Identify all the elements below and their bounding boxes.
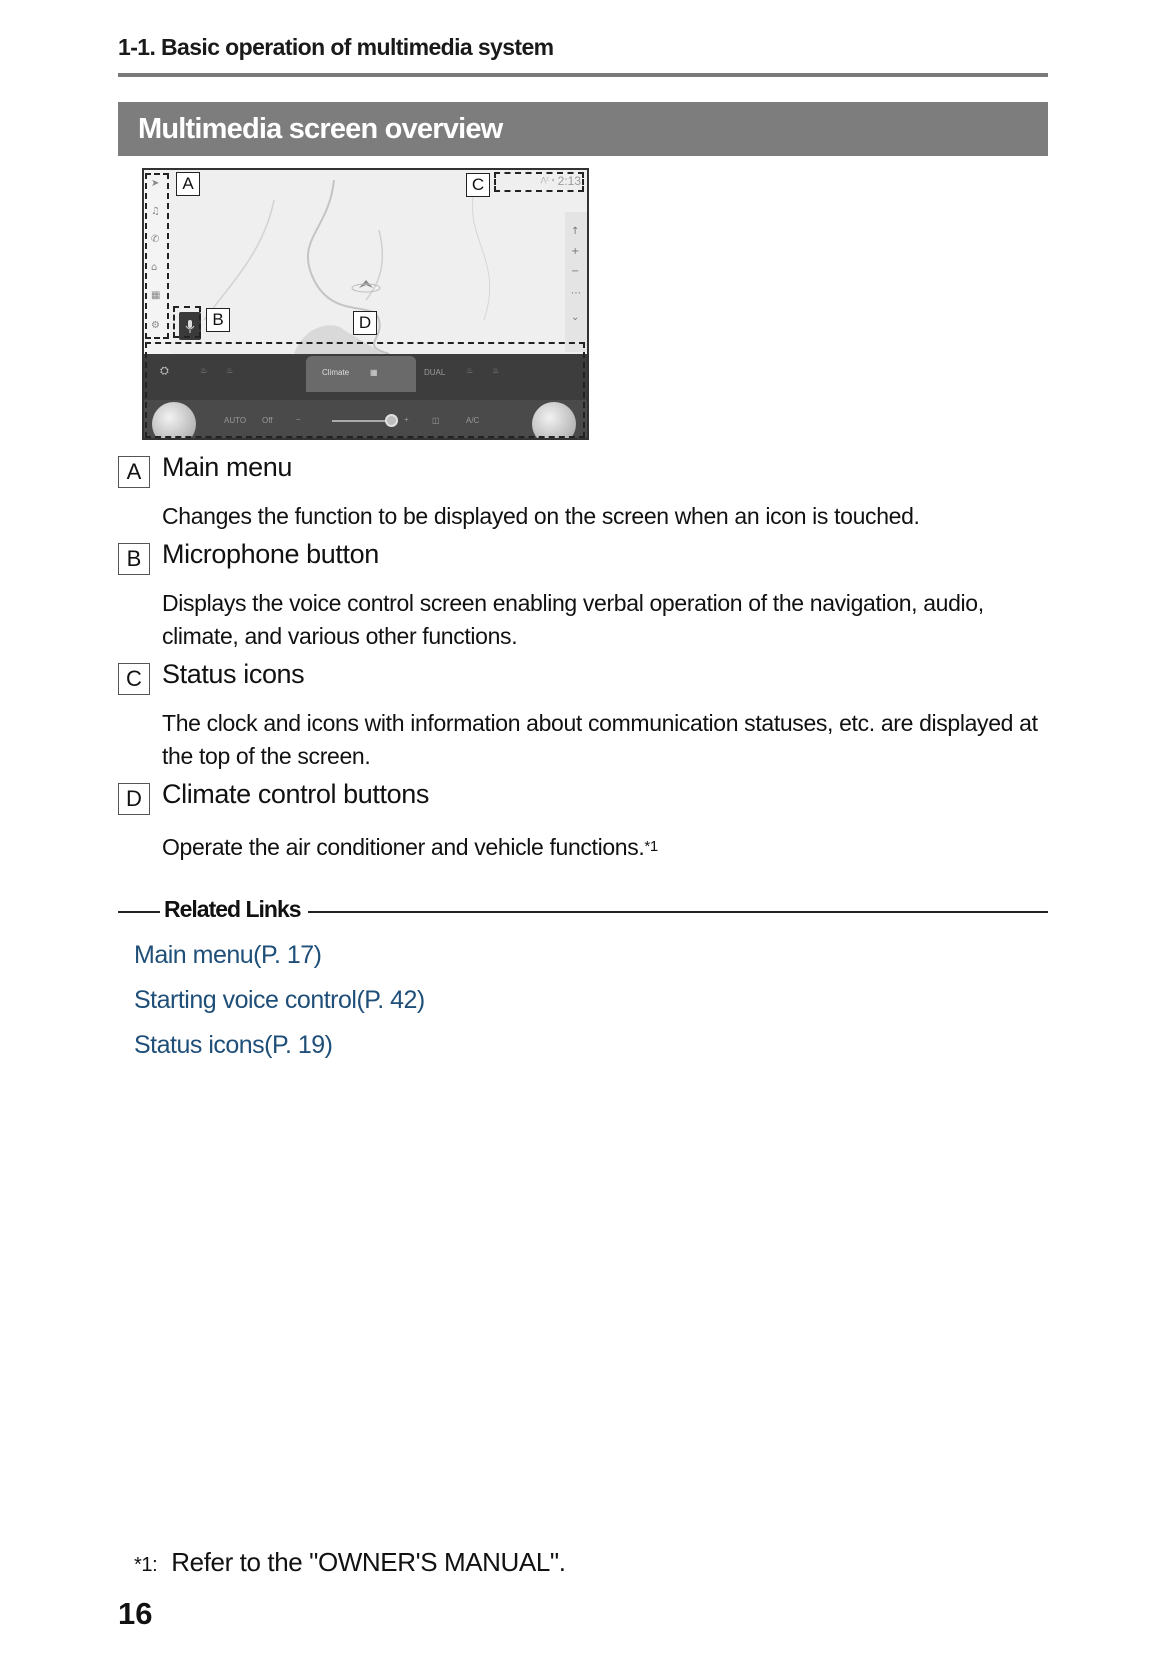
footnote-mark: *1: <box>134 1554 158 1576</box>
item-letter: B <box>118 543 150 575</box>
collapse-chevron-icon[interactable]: ⌄ <box>571 312 580 323</box>
item-title: Main menu <box>162 452 292 482</box>
region-climate-controls <box>145 342 585 438</box>
defrost-icon[interactable]: ◫ <box>432 416 440 425</box>
footnote-text: Refer to the "OWNER'S MANUAL". <box>171 1547 566 1577</box>
item-letter: C <box>118 663 150 695</box>
item-description: Displays the voice control screen enabling verbal operation of the navigation, audio, climate, and various other functions. <box>162 590 984 649</box>
callout-label-b: B <box>206 308 230 332</box>
region-status-icons <box>494 172 584 192</box>
off-button[interactable]: Off <box>262 416 273 425</box>
item-title: Microphone button <box>162 539 379 569</box>
status-glyphs: ⋀ᶻ ◖ <box>540 177 555 184</box>
related-link-voice-control[interactable]: Starting voice control(P. 42) <box>134 986 425 1014</box>
ac-button[interactable]: A/C <box>466 416 480 425</box>
heading-rule-right <box>308 911 1048 913</box>
item-description-wrapper <box>162 831 1048 867</box>
apps-grid-icon[interactable]: ▦ <box>151 290 161 301</box>
status-clock: 2:13 <box>557 174 581 188</box>
seat-heater-right-icon[interactable]: ♨ <box>466 366 474 375</box>
fan-up-button[interactable]: + <box>404 415 409 424</box>
callout-label-d: D <box>353 311 377 335</box>
compass-icon[interactable]: ↑ <box>571 226 580 237</box>
heading-rule-left <box>118 911 160 913</box>
phone-icon[interactable]: ✆ <box>151 234 160 245</box>
related-links-heading <box>118 896 1048 926</box>
dual-button[interactable]: DUAL <box>424 368 446 377</box>
header-rule <box>118 73 1048 77</box>
region-microphone <box>173 306 201 338</box>
seat-vent-icon[interactable]: ♨ <box>492 366 500 375</box>
region-main-menu <box>145 173 169 339</box>
navigation-icon[interactable]: ➤ <box>151 178 160 189</box>
item-letter: D <box>118 783 150 815</box>
map-controls-column <box>565 212 587 352</box>
fan-down-button[interactable]: − <box>296 415 301 424</box>
settings-icon[interactable]: ⚙ <box>151 320 160 331</box>
callout-label-c: C <box>466 173 490 197</box>
car-icon[interactable]: ⌂ <box>151 262 158 273</box>
zoom-out-button[interactable]: − <box>571 266 580 277</box>
multimedia-screen-figure <box>142 168 589 440</box>
item-letter: A <box>118 456 150 488</box>
zoom-in-button[interactable]: + <box>571 246 580 257</box>
climate-tab-label: Climate <box>322 368 350 377</box>
seat-heater-left-icon[interactable]: ♨ <box>200 366 208 375</box>
page-number: 16 <box>118 1596 153 1631</box>
section-title-bar <box>118 102 1048 156</box>
climate-grid-icon[interactable]: ▦ <box>370 368 378 377</box>
related-link-main-menu[interactable]: Main menu(P. 17) <box>134 941 322 969</box>
item-description: Changes the function to be displayed on the screen when an icon is touched. <box>162 503 920 529</box>
footnote-reference[interactable]: *1 <box>644 838 658 855</box>
item-title: Status icons <box>162 659 305 689</box>
related-links-title: Related Links <box>164 896 301 922</box>
auto-button[interactable]: AUTO <box>224 416 247 425</box>
item-title: Climate control buttons <box>162 779 429 809</box>
steering-heater-icon[interactable]: ♨ <box>226 366 234 375</box>
section-title: Multimedia screen overview <box>138 113 503 145</box>
item-description: Operate the air conditioner and vehicle functions. <box>162 834 645 860</box>
item-description: The clock and icons with information about communication statuses, etc. are displayed at the top of the screen. <box>162 710 1038 769</box>
callout-label-a: A <box>176 172 200 196</box>
music-icon[interactable]: ♫ <box>151 206 160 217</box>
related-link-status-icons[interactable]: Status icons(P. 19) <box>134 1031 333 1059</box>
seat-icon[interactable]: ⛭ <box>160 365 169 377</box>
footnote <box>134 1547 566 1578</box>
more-options-icon[interactable]: ⋯ <box>571 288 581 299</box>
page-header-title: 1-1. Basic operation of multimedia system <box>118 34 554 60</box>
